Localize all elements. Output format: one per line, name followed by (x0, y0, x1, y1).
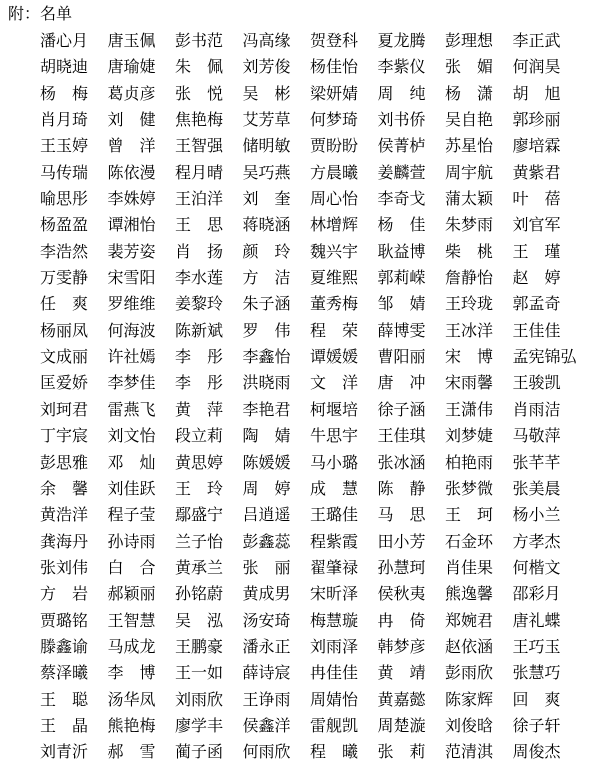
name-cell: 程月晴 (175, 162, 224, 182)
name-cell: 蔺子函 (175, 742, 224, 762)
name-cell: 张 媚 (445, 57, 494, 77)
name-cell: 贾盼盼 (310, 136, 359, 156)
name-cell: 赵依涵 (445, 636, 494, 656)
name-cell: 刘芳俊 (242, 57, 291, 77)
name-cell: 熊艳梅 (107, 715, 156, 735)
name-cell: 黄 靖 (377, 663, 426, 683)
name-cell: 李 博 (107, 663, 156, 683)
name-cell: 徐子轩 (512, 715, 561, 735)
name-cell: 王巧玉 (512, 636, 561, 656)
name-cell: 李鑫怡 (242, 347, 291, 367)
name-cell: 王一如 (175, 663, 224, 683)
name-cell: 邹 婧 (377, 294, 426, 314)
name-cell: 洪晓雨 (242, 373, 291, 393)
name-cell: 刘书侨 (377, 110, 426, 130)
name-cell: 宋雨馨 (445, 373, 494, 393)
name-cell: 周 婷 (242, 478, 291, 498)
name-cell: 白 合 (107, 557, 156, 577)
name-cell: 何楷文 (512, 557, 561, 577)
name-cell: 周 纯 (377, 83, 426, 103)
name-cell: 肖雨洁 (512, 399, 561, 419)
name-cell: 陈依漫 (107, 162, 156, 182)
name-cell: 董秀梅 (310, 294, 359, 314)
name-cell: 宋雪阳 (107, 268, 156, 288)
name-cell: 王佳琪 (377, 426, 426, 446)
name-cell: 詹静怡 (445, 268, 494, 288)
name-cell: 文成丽 (40, 347, 89, 367)
name-cell: 刘青沂 (40, 742, 89, 762)
name-cell: 吴 泓 (175, 610, 224, 630)
name-cell: 李 彤 (175, 373, 224, 393)
name-cell: 王 思 (175, 215, 224, 235)
name-cell: 杨 梅 (40, 83, 89, 103)
name-cell: 朱梦雨 (445, 215, 494, 235)
name-cell: 刘珂君 (40, 399, 89, 419)
name-cell: 李浩然 (40, 241, 89, 261)
name-cell: 彭思雅 (40, 452, 89, 472)
name-cell: 彭鑫蕊 (242, 531, 291, 551)
name-cell: 谭湘怡 (107, 215, 156, 235)
name-cell: 方晨曦 (310, 162, 359, 182)
name-cell: 刘雨泽 (310, 636, 359, 656)
name-cell: 王诤雨 (242, 689, 291, 709)
name-cell: 何梦琦 (310, 110, 359, 130)
name-cell: 张刘伟 (40, 557, 89, 577)
name-cell: 张芊芊 (512, 452, 561, 472)
name-cell: 韩梦彦 (377, 636, 426, 656)
name-cell: 裴芳姿 (107, 241, 156, 261)
name-cell: 周宇航 (445, 162, 494, 182)
name-cell: 王 玲 (175, 478, 224, 498)
name-cell: 朱 佩 (175, 57, 224, 77)
name-cell: 周心怡 (310, 189, 359, 209)
name-cell: 曹阳丽 (377, 347, 426, 367)
name-cell: 许社嫣 (107, 347, 156, 367)
name-cell: 郭珍丽 (512, 110, 561, 130)
list-heading: 附：名单 (8, 4, 73, 23)
name-cell: 侯菁栌 (377, 136, 426, 156)
name-cell: 吴自艳 (445, 110, 494, 130)
name-cell: 方孝杰 (512, 531, 561, 551)
name-cell: 翟肇禄 (310, 557, 359, 577)
name-cell: 王 聪 (40, 689, 89, 709)
name-cell: 陈新斌 (175, 320, 224, 340)
name-cell: 贺登科 (310, 31, 359, 50)
name-cell: 赵 婷 (512, 268, 561, 288)
name-cell: 王泊洋 (175, 189, 224, 209)
name-cell: 张冰涵 (377, 452, 426, 472)
name-cell: 宋昕泽 (310, 584, 359, 604)
name-cell: 张 悦 (175, 83, 224, 103)
name-cell: 冯高缘 (242, 31, 291, 50)
name-cell: 宋 博 (445, 347, 494, 367)
name-cell: 陈 静 (377, 478, 426, 498)
name-cell: 彭理想 (445, 31, 494, 50)
name-cell: 苏星怡 (445, 136, 494, 156)
name-cell: 熊逸馨 (445, 584, 494, 604)
name-cell: 王智强 (175, 136, 224, 156)
name-cell: 刘雨欣 (175, 689, 224, 709)
name-cell: 姜黎玲 (175, 294, 224, 314)
name-cell: 马成龙 (107, 636, 156, 656)
name-cell: 丁宇宸 (40, 426, 89, 446)
name-cell: 邵彩月 (512, 584, 561, 604)
name-cell: 郭莉嵘 (377, 268, 426, 288)
name-cell: 叶 蓓 (512, 189, 561, 209)
name-cell: 郑婉君 (445, 610, 494, 630)
name-cell: 邓 灿 (107, 452, 156, 472)
name-cell: 黄成男 (242, 584, 291, 604)
name-cell: 徐子涵 (377, 399, 426, 419)
name-cell: 李水莲 (175, 268, 224, 288)
name-cell: 刘俊晗 (445, 715, 494, 735)
name-cell: 郝颖丽 (107, 584, 156, 604)
name-cell: 黄嘉懿 (377, 689, 426, 709)
name-cell: 杨 潇 (445, 83, 494, 103)
name-cell: 雷燕飞 (107, 399, 156, 419)
name-cell: 王佳佳 (512, 320, 561, 340)
name-cell: 吴巧燕 (242, 162, 291, 182)
name-cell: 汤华凤 (107, 689, 156, 709)
name-cell: 侯秋夷 (377, 584, 426, 604)
name-cell: 黄承兰 (175, 557, 224, 577)
name-cell: 石金环 (445, 531, 494, 551)
name-cell: 彭雨欣 (445, 663, 494, 683)
name-cell: 方 洁 (242, 268, 291, 288)
name-cell: 何雨欣 (242, 742, 291, 762)
name-cell: 肖佳果 (445, 557, 494, 577)
name-cell: 耿益博 (377, 241, 426, 261)
name-cell: 李正武 (512, 31, 561, 50)
name-cell: 黄 萍 (175, 399, 224, 419)
name-cell: 何润昊 (512, 57, 561, 77)
name-cell: 郝 雪 (107, 742, 156, 762)
name-cell: 林增辉 (310, 215, 359, 235)
name-cell: 周婧怡 (310, 689, 359, 709)
name-cell: 刘 奎 (242, 189, 291, 209)
name-cell: 焦艳梅 (175, 110, 224, 130)
name-cell: 程子莹 (107, 505, 156, 525)
name-cell: 王玲珑 (445, 294, 494, 314)
name-cell: 葛贞彦 (107, 83, 156, 103)
name-cell: 魏兴宇 (310, 241, 359, 261)
name-cell: 杨丽凤 (40, 320, 89, 340)
name-cell: 马 思 (377, 505, 426, 525)
name-cell: 张慧巧 (512, 663, 561, 683)
name-cell: 匡爱娇 (40, 373, 89, 393)
name-cell: 黄思婷 (175, 452, 224, 472)
name-cell: 孙铭蔚 (175, 584, 224, 604)
name-cell: 胡晓迪 (40, 57, 89, 77)
name-cell: 方 岩 (40, 584, 89, 604)
name-cell: 姜麟萱 (377, 162, 426, 182)
name-cell: 王鹏豪 (175, 636, 224, 656)
name-cell: 李紫仪 (377, 57, 426, 77)
name-cell: 马小璐 (310, 452, 359, 472)
name-cell: 回 爽 (512, 689, 561, 709)
name-cell: 田小芳 (377, 531, 426, 551)
name-cell: 张梦微 (445, 478, 494, 498)
name-cell: 王 晶 (40, 715, 89, 735)
name-cell: 孙慧珂 (377, 557, 426, 577)
name-cell: 吴 彬 (242, 83, 291, 103)
name-cell: 马敬萍 (512, 426, 561, 446)
name-cell: 王冰洋 (445, 320, 494, 340)
name-cell: 罗维维 (107, 294, 156, 314)
name-cell: 杨盈盈 (40, 215, 89, 235)
name-cell: 文 洋 (310, 373, 359, 393)
name-cell: 黄紫君 (512, 162, 561, 182)
name-cell: 李 彤 (175, 347, 224, 367)
name-cell: 黄浩洋 (40, 505, 89, 525)
name-cell: 颜 玲 (242, 241, 291, 261)
name-cell: 刘梦婕 (445, 426, 494, 446)
name-cell: 周俊杰 (512, 742, 561, 762)
name-cell: 潘永正 (242, 636, 291, 656)
name-cell: 刘佳跃 (107, 478, 156, 498)
name-cell: 马传瑞 (40, 162, 89, 182)
name-cell: 贾璐铭 (40, 610, 89, 630)
name-cell: 张 丽 (242, 557, 291, 577)
name-cell: 周楚漩 (377, 715, 426, 735)
name-cell: 冉 倚 (377, 610, 426, 630)
name-cell: 牛思宇 (310, 426, 359, 446)
name-cell: 唐 冲 (377, 373, 426, 393)
name-cell: 鄢盛宁 (175, 505, 224, 525)
name-cell: 龚海丹 (40, 531, 89, 551)
name-cell: 柴 桃 (445, 241, 494, 261)
name-cell: 彭书范 (175, 31, 224, 50)
name-cell: 杨 佳 (377, 215, 426, 235)
name-cell: 何海波 (107, 320, 156, 340)
name-cell: 孟宪锦弘 (512, 347, 577, 367)
name-cell: 夏龙腾 (377, 31, 426, 50)
name-cell: 程 曦 (310, 742, 359, 762)
name-cell: 王 瑾 (512, 241, 561, 261)
name-cell: 唐玉佩 (107, 31, 156, 50)
name-cell: 王璐佳 (310, 505, 359, 525)
name-cell: 肖月琦 (40, 110, 89, 130)
name-cell: 柯堰培 (310, 399, 359, 419)
name-cell: 薛诗宸 (242, 663, 291, 683)
name-cell: 廖学丰 (175, 715, 224, 735)
name-cell: 任 爽 (40, 294, 89, 314)
name-cell: 雷舰凯 (310, 715, 359, 735)
name-cell: 李梦佳 (107, 373, 156, 393)
name-cell: 王骏凯 (512, 373, 561, 393)
name-cell: 储明敏 (242, 136, 291, 156)
name-cell: 王玉婷 (40, 136, 89, 156)
name-cell: 范清淇 (445, 742, 494, 762)
name-cell: 薛博雯 (377, 320, 426, 340)
name-cell: 侯鑫洋 (242, 715, 291, 735)
name-cell: 汤安琦 (242, 610, 291, 630)
name-cell: 冉佳佳 (310, 663, 359, 683)
name-list-grid (40, 28, 596, 766)
name-cell: 程紫霞 (310, 531, 359, 551)
name-cell: 吕逍遥 (242, 505, 291, 525)
name-cell: 唐瑜婕 (107, 57, 156, 77)
name-cell: 李奇戈 (377, 189, 426, 209)
name-cell: 王 珂 (445, 505, 494, 525)
name-cell: 刘官军 (512, 215, 561, 235)
name-cell: 李姝婷 (107, 189, 156, 209)
name-cell: 段立莉 (175, 426, 224, 446)
name-cell: 万雯静 (40, 268, 89, 288)
name-cell: 王智慧 (107, 610, 156, 630)
name-cell: 刘 健 (107, 110, 156, 130)
name-cell: 郭孟奇 (512, 294, 561, 314)
name-cell: 刘文怡 (107, 426, 156, 446)
name-cell: 蒋晓涵 (242, 215, 291, 235)
name-cell: 蔡泽曦 (40, 663, 89, 683)
name-cell: 孙诗雨 (107, 531, 156, 551)
name-cell: 柏艳雨 (445, 452, 494, 472)
name-cell: 张 莉 (377, 742, 426, 762)
name-cell: 杨佳怡 (310, 57, 359, 77)
name-cell: 杨小兰 (512, 505, 561, 525)
name-cell: 兰子怡 (175, 531, 224, 551)
name-cell: 朱子涵 (242, 294, 291, 314)
name-cell: 张美晨 (512, 478, 561, 498)
name-cell: 梁妍婧 (310, 83, 359, 103)
name-cell: 唐礼蝶 (512, 610, 561, 630)
name-cell: 李艳君 (242, 399, 291, 419)
name-cell: 王潇伟 (445, 399, 494, 419)
name-cell: 潘心月 (40, 31, 89, 50)
name-cell: 陈家辉 (445, 689, 494, 709)
name-cell: 夏维熙 (310, 268, 359, 288)
name-cell: 梅慧璇 (310, 610, 359, 630)
name-cell: 胡 旭 (512, 83, 561, 103)
name-cell: 陶 婧 (242, 426, 291, 446)
name-cell: 蒲太颖 (445, 189, 494, 209)
name-cell: 程 荣 (310, 320, 359, 340)
name-cell: 谭媛媛 (310, 347, 359, 367)
name-cell: 陈媛媛 (242, 452, 291, 472)
name-cell: 罗 伟 (242, 320, 291, 340)
name-cell: 曾 洋 (107, 136, 156, 156)
name-cell: 喻思彤 (40, 189, 89, 209)
name-cell: 余 馨 (40, 478, 89, 498)
name-cell: 艾芳草 (242, 110, 291, 130)
name-cell: 肖 扬 (175, 241, 224, 261)
name-cell: 成 慧 (310, 478, 359, 498)
name-cell: 滕鑫谕 (40, 636, 89, 656)
name-cell: 廖培霖 (512, 136, 561, 156)
